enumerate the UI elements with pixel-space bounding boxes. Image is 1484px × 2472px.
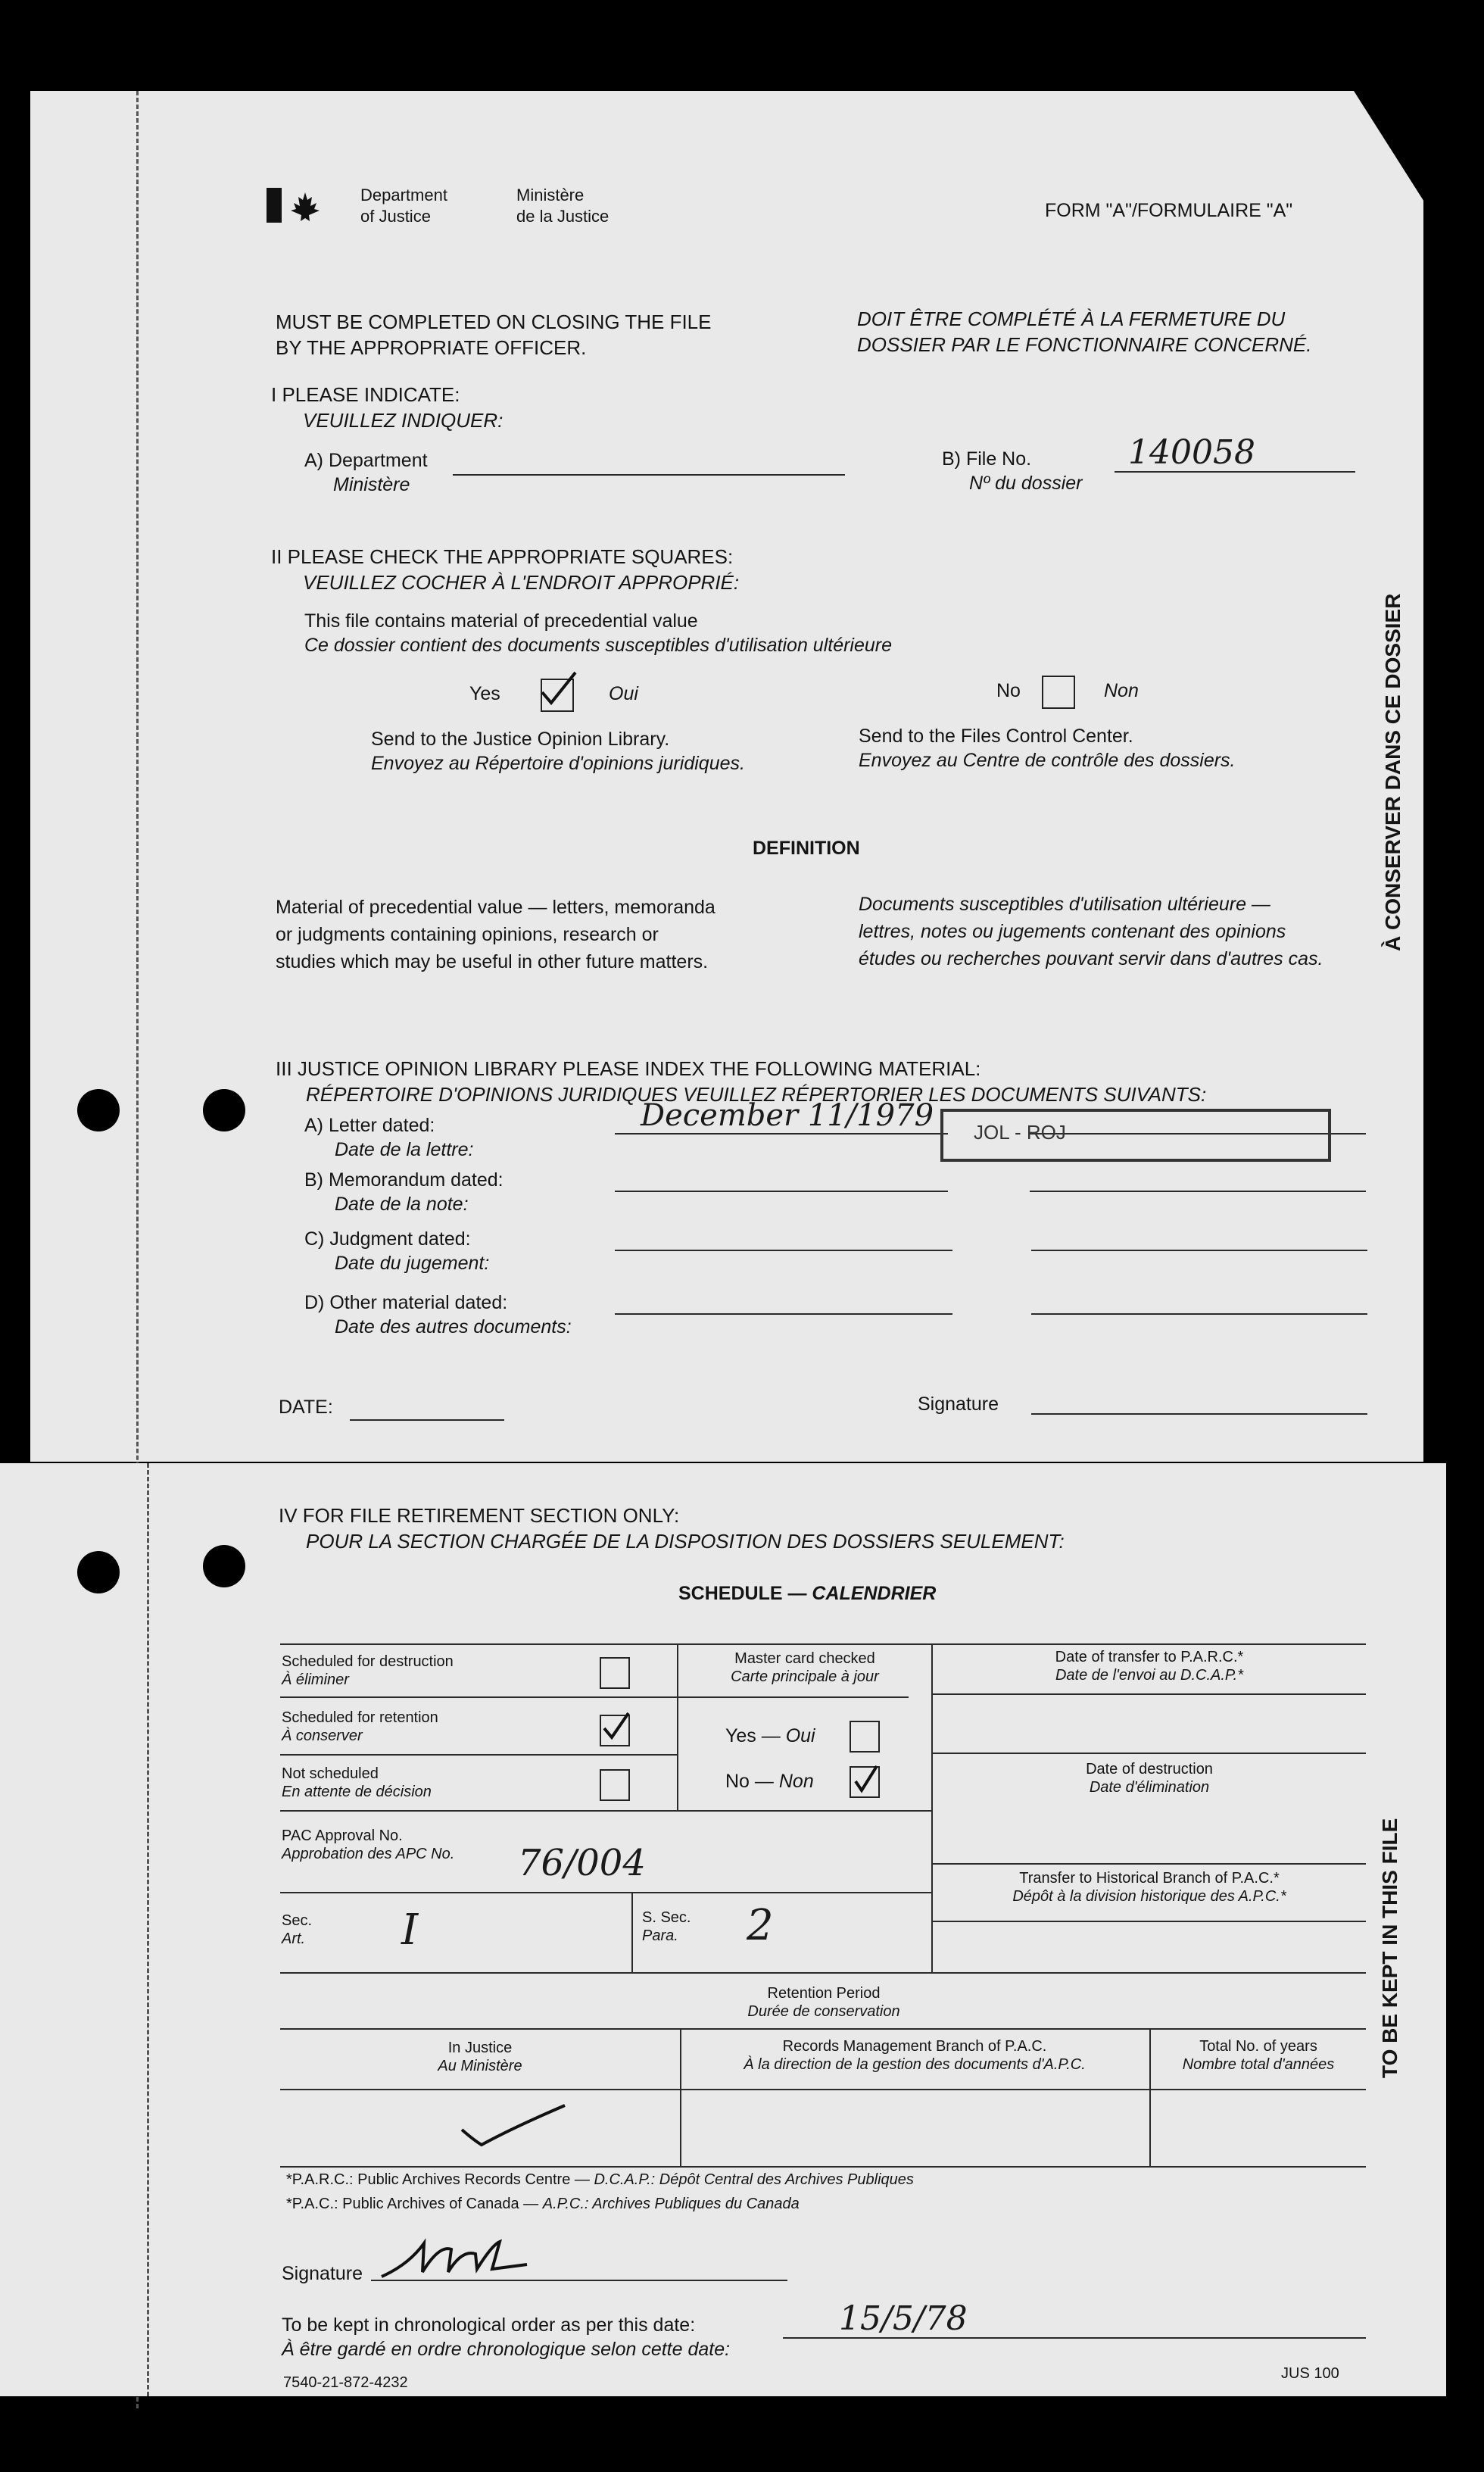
retention-checkbox[interactable] xyxy=(600,1715,630,1746)
letter-dated-field[interactable] xyxy=(615,1133,948,1135)
side-text-keep-en: TO BE KEPT IN THIS FILE xyxy=(1378,1818,1401,2078)
transfer-parc-label: Date of transfer to P.A.R.C.* Date de l'envoi au D.C.A.P.* xyxy=(1055,1649,1244,1684)
master-card-label: Master card checked Carte principale à jour xyxy=(731,1650,879,1685)
definition-title: DEFINITION xyxy=(753,838,860,859)
judgment-dated-label: C) Judgment dated: Date du jugement: xyxy=(304,1228,490,1274)
punch-hole xyxy=(77,1551,120,1593)
other-dated-field[interactable] xyxy=(615,1313,952,1315)
letter-dated-value: December 11/1979 xyxy=(641,1098,934,1133)
section3-heading: III JUSTICE OPINION LIBRARY PLEASE INDEX THE FOLLOWING MATERIAL: RÉPERTOIRE D'OPINIONS JURIDIQUES VEUILLEZ RÉPERTORIER LES DOCUMENTS SUIVANTS: xyxy=(276,1057,1207,1106)
historical-transfer-label: Transfer to Historical Branch of P.A.C.* Dépôt à la division historique des A.P.C.* xyxy=(1012,1870,1286,1905)
check-mark-icon xyxy=(538,670,580,709)
perforation-line-lower xyxy=(147,1463,149,2396)
section2-heading: II PLEASE CHECK THE APPROPRIATE SQUARES: VEUILLEZ COCHER À L'ENDROIT APPROPRIÉ: xyxy=(271,545,740,594)
pac-approval-value: 76/004 xyxy=(518,1842,646,1884)
letter-dated-label: A) Letter dated: Date de la lettre: xyxy=(304,1115,474,1160)
ssec-label: S. Sec. Para. xyxy=(642,1909,691,1944)
signature-label: Signature xyxy=(918,1394,999,1415)
yes-label-fr: Oui xyxy=(609,683,638,704)
records-mgmt-label: Records Management Branch of P.A.C. À la direction de la gestion des documents d'A.P.C. xyxy=(744,2038,1086,2073)
date-field[interactable] xyxy=(350,1419,504,1421)
department-field[interactable] xyxy=(453,474,845,476)
section4-heading: IV FOR FILE RETIREMENT SECTION ONLY: POUR LA SECTION CHARGÉE DE LA DISPOSITION DES DOSSIERS SEULEMENT: xyxy=(279,1504,1065,1553)
form-code-right: JUS 100 xyxy=(1281,2365,1339,2382)
upper-sheet xyxy=(30,91,1423,1462)
sec-label: Sec. Art. xyxy=(282,1912,313,1947)
dept-name-en: Department of Justice xyxy=(360,186,447,226)
master-yes-label: Yes — Oui xyxy=(725,1725,815,1746)
ssec-value: 2 xyxy=(747,1901,774,1950)
check-mark-icon xyxy=(850,1763,883,1796)
no-label: No xyxy=(996,680,1021,701)
date-label: DATE: xyxy=(279,1397,333,1418)
master-no-label: No — Non xyxy=(725,1771,814,1792)
pac-approval-label: PAC Approval No. Approbation des APC No. xyxy=(282,1827,455,1862)
not-scheduled-checkbox[interactable] xyxy=(600,1769,630,1801)
not-scheduled-label: Not scheduled En attente de décision xyxy=(282,1765,432,1800)
yes-label: Yes xyxy=(469,683,500,704)
scheduled-retention-label: Scheduled for retention À conserver xyxy=(282,1709,438,1744)
side-text-keep-fr: À CONSERVER DANS CE DOSSIER xyxy=(1381,593,1404,951)
check-mark-icon xyxy=(459,2098,572,2151)
no-checkbox[interactable] xyxy=(1042,676,1075,709)
chrono-label: To be kept in chronological order as per this date: À être gardé en ordre chronologique selon cette date: xyxy=(282,2314,731,2360)
file-no-value: 140058 xyxy=(1128,433,1255,472)
jol-stamp: JOL - ROJ xyxy=(940,1109,1331,1162)
signature-field[interactable] xyxy=(1031,1413,1367,1415)
no-label-fr: Non xyxy=(1104,680,1139,701)
section1-heading: I PLEASE INDICATE: VEUILLEZ INDIQUER: xyxy=(271,383,504,432)
retirement-signature-label: Signature xyxy=(282,2263,363,2284)
destruction-checkbox[interactable] xyxy=(600,1657,630,1689)
canada-flag-icon xyxy=(267,188,329,223)
judgment-dated-field[interactable] xyxy=(615,1250,952,1251)
intro-en: MUST BE COMPLETED ON CLOSING THE FILE BY THE APPROPRIATE OFFICER. xyxy=(276,311,712,359)
department-label: A) Department Ministère xyxy=(304,450,428,495)
form-id: FORM "A"/FORMULAIRE "A" xyxy=(1045,200,1293,221)
check-mark-icon xyxy=(598,1709,634,1745)
dept-name-fr: Ministère de la Justice xyxy=(516,186,610,226)
retention-period-label: Retention Period Durée de conservation xyxy=(747,1985,900,2020)
chrono-value: 15/5/78 xyxy=(839,2299,968,2338)
definition-fr: Documents susceptibles d'utilisation ultérieure — lettres, notes ou jugements contenant des opinions études ou recherches pouvant servir dans d'autres cas. xyxy=(859,894,1323,969)
scheduled-destruction-label: Scheduled for destruction À éliminer xyxy=(282,1653,454,1688)
memorandum-dated-label: B) Memorandum dated: Date de la note: xyxy=(304,1169,504,1215)
master-yes-checkbox[interactable] xyxy=(850,1721,880,1753)
intro-fr: DOIT ÊTRE COMPLÉTÉ À LA FERMETURE DU DOSSIER PAR LE FONCTIONNAIRE CONCERNÉ. xyxy=(857,307,1312,356)
punch-hole xyxy=(77,1089,120,1131)
judgment-dated-field-2[interactable] xyxy=(1031,1250,1367,1251)
in-justice-label: In Justice Au Ministère xyxy=(438,2040,522,2074)
file-no-label: B) File No. Nº du dossier xyxy=(942,448,1083,494)
other-dated-field-2[interactable] xyxy=(1031,1313,1367,1315)
punch-hole xyxy=(203,1545,245,1587)
footnote-parc: *P.A.R.C.: Public Archives Records Centre — D.C.A.P.: Dépôt Central des Archives Publiques xyxy=(286,2171,914,2188)
send-no: Send to the Files Control Center. Envoyez au Centre de contrôle des dossiers. xyxy=(859,726,1236,771)
memorandum-dated-field-2[interactable] xyxy=(1030,1191,1366,1192)
destruction-date-label: Date of destruction Date d'élimination xyxy=(1086,1761,1213,1796)
footnote-pac: *P.A.C.: Public Archives of Canada — A.P.C.: Archives Publiques du Canada xyxy=(286,2196,800,2212)
definition-en: Material of precedential value — letters, memoranda or judgments containing opinions, research or studies which may be useful in other future matters. xyxy=(276,897,716,972)
sec-value: I xyxy=(401,1906,419,1955)
master-no-checkbox[interactable] xyxy=(850,1766,880,1798)
other-dated-label: D) Other material dated: Date des autres documents: xyxy=(304,1292,572,1337)
send-yes: Send to the Justice Opinion Library. Envoyez au Répertoire d'opinions juridiques. xyxy=(371,729,745,774)
precedential-question: This file contains material of precedential value Ce dossier contient des documents susceptibles d'utilisation ultérieure xyxy=(304,610,893,656)
schedule-title: SCHEDULE — CALENDRIER xyxy=(678,1583,937,1604)
yes-checkbox[interactable] xyxy=(541,679,574,712)
signature-scribble xyxy=(379,2234,530,2287)
form-code-left: 7540-21-872-4232 xyxy=(283,2374,408,2391)
memorandum-dated-field[interactable] xyxy=(615,1191,948,1192)
punch-hole xyxy=(203,1089,245,1131)
total-years-label: Total No. of years Nombre total d'années xyxy=(1182,2038,1335,2073)
